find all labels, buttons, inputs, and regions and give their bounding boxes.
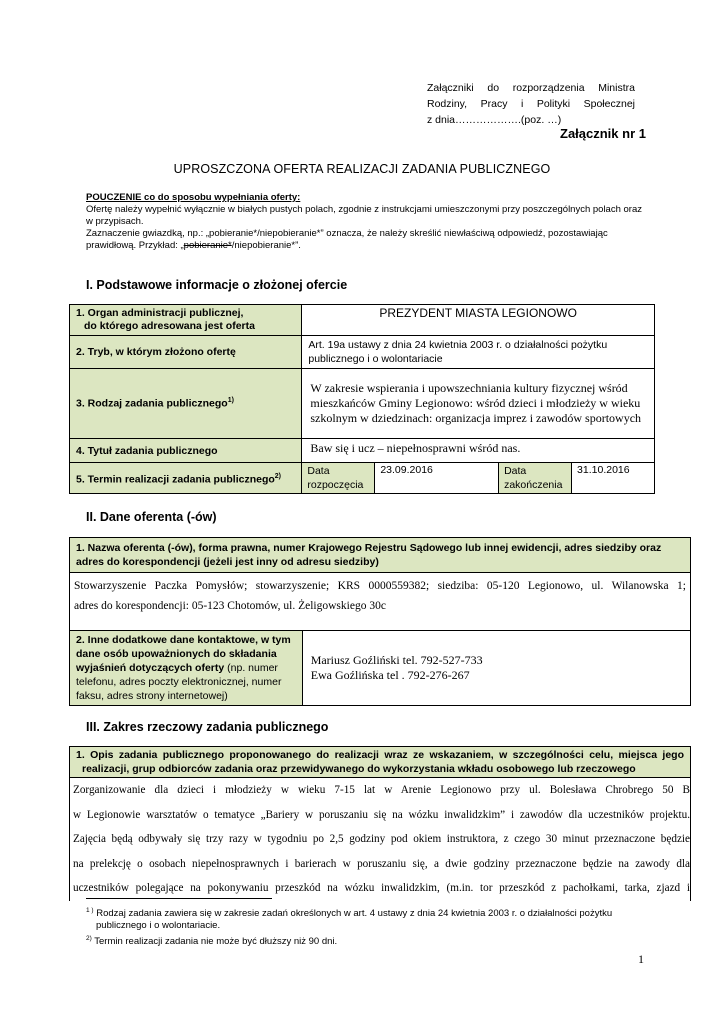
scope-label-cell bbox=[70, 747, 691, 778]
regulation-note-line: Rodziny, Pracy i Polityki Społecznej bbox=[427, 98, 635, 110]
offerer-name-value: Stowarzyszenie Paczka Pomysłów; stowarzyszenie; KRS 0000559382; siedziba: 05-120 Legionowo, ul. Wilanowska 1; bbox=[74, 580, 686, 592]
footnote-ref: 2) bbox=[274, 473, 282, 480]
instructions-heading: POUCZENIE co do sposobu wypełniania oferty: bbox=[86, 192, 301, 203]
offerer-name-value-cell[interactable] bbox=[70, 573, 691, 631]
start-date-cell[interactable] bbox=[375, 463, 499, 494]
contact-label-hint: (np. numer telefonu, adres poczty elektronicznej, numer faksu, adres strony internetowej) bbox=[76, 662, 282, 702]
org-label-cont: do którego adresowana jest oferta bbox=[84, 320, 255, 332]
regulation-note-line: z dnia……………….(poz. …) bbox=[427, 114, 562, 126]
term-label: 5. Termin realizacji zadania publicznego bbox=[76, 473, 275, 486]
term-label-cell bbox=[70, 463, 302, 494]
type-label-cell bbox=[70, 369, 302, 439]
footnote-1 bbox=[86, 905, 666, 932]
scope-label-cont: realizacji, grup odbiorców zadania oraz przewidywanego do wykorzystania wkładu osobowego lub rzeczowego bbox=[82, 763, 636, 775]
mode-value-cont: publicznego i o wolontariacie bbox=[308, 353, 443, 365]
offerer-name-label-cell bbox=[70, 538, 691, 573]
contact-value-cell[interactable] bbox=[302, 631, 690, 706]
annex-label: Załącznik nr 1 bbox=[560, 126, 646, 141]
contact-label-cell bbox=[70, 631, 303, 706]
footnote-mark: 2) bbox=[86, 935, 92, 942]
scope-value-line: Zajęcia będą odbywały się trzy razy w tygodniu po 2,5 godziny pod okiem instruktora, z czego 30 minut przeznaczone będzie bbox=[73, 833, 690, 845]
type-label: 3. Rodzaj zadania publicznego bbox=[76, 397, 228, 410]
page-number: 1 bbox=[638, 952, 644, 966]
type-value: W zakresie wspierania i upowszechniania kultury fizycznej wśród mieszkańców Gminy Legionowo: wśród dzieci i młodzieży w wieku szkolnym w dziedzinach: organizacja imprez i zawodów sportowych bbox=[310, 381, 642, 425]
instructions-line bbox=[86, 228, 648, 252]
start-label: Data bbox=[307, 465, 330, 477]
title-value-cell[interactable] bbox=[302, 439, 655, 463]
basic-info-table bbox=[69, 304, 655, 494]
task-title-label: 4. Tytuł zadania publicznego bbox=[76, 445, 218, 457]
contact-value: Ewa Goźlińska tel . 792-276-267 bbox=[310, 668, 470, 682]
footnote-mark: 1 ) bbox=[86, 907, 94, 914]
mode-label: 2. Tryb, w którym złożono ofertę bbox=[76, 346, 236, 358]
mode-label-cell bbox=[70, 336, 302, 369]
offerer-name-label: 1. Nazwa oferenta (-ów), forma prawna, numer Krajowego Rejestru Sądowego lub innej ewidencji, adres siedziby oraz adres do korespondencji (jeżeli jest inny od adresu siedziby) bbox=[76, 542, 662, 568]
end-label-cont: zakończenia bbox=[504, 479, 563, 491]
org-value: PREZYDENT MIASTA LEGIONOWO bbox=[379, 306, 577, 320]
regulation-note-line: Załączniki do rozporządzenia Ministra bbox=[427, 82, 635, 94]
instructions-text-end: /niepobieranie*”. bbox=[231, 240, 301, 251]
org-value-cell[interactable] bbox=[302, 305, 655, 336]
instructions bbox=[86, 192, 648, 252]
instructions-line: Ofertę należy wypełnić wyłącznie w białych pustych polach, zgodnie z instrukcjami umieszczonymi przy poszczególnych polach oraz w przypisach. bbox=[86, 204, 642, 227]
footnote-2 bbox=[86, 933, 666, 948]
scope-label: 1. Opis zadania publicznego proponowanego do realizacji wraz ze wskazaniem, w szczególności celu, miejsca jego bbox=[76, 749, 684, 761]
org-label-cell bbox=[70, 305, 302, 336]
org-label: 1. Organ administracji publicznej, bbox=[76, 307, 244, 319]
contact-label: 2. Inne dodatkowe dane kontaktowe, w tym dane osób upoważnionych do składania wyjaśnień dotyczących oferty bbox=[76, 634, 291, 674]
end-date: 31.10.2016 bbox=[577, 464, 630, 476]
type-value-cell[interactable] bbox=[302, 369, 655, 439]
end-label-cell bbox=[499, 463, 572, 494]
end-label: Data bbox=[504, 465, 527, 477]
footnote-text: Termin realizacji zadania nie może być dłuższy niż 90 dni. bbox=[94, 936, 338, 948]
task-title-value: Baw się i ucz – niepełnosprawni wśród nas. bbox=[310, 441, 521, 455]
scope-value-line: na prelekcję o osobach niepełnosprawnych i barierach w poruszaniu się, a dwie godziny przeznaczone będzie na zawody dla bbox=[73, 857, 690, 870]
scope-value-line: w Legionowie warsztatów o tematyce „Bariery w poruszaniu się na wózku inwalidzkim” i zawodów dla uczestników projektu. bbox=[73, 808, 690, 821]
document-title: UPROSZCZONA OFERTA REALIZACJI ZADANIA PUBLICZNEGO bbox=[173, 162, 551, 176]
footnote-divider bbox=[86, 898, 272, 899]
mode-value: Art. 19a ustawy z dnia 24 kwietnia 2003 r. o działalności pożytku bbox=[308, 339, 608, 351]
scope-value-line: uczestników polegające na pokonywaniu przeszkód na wózku inwalidzkim, (m.in. tor przeszkód z pachołkami, tarka, zjazd i bbox=[73, 882, 690, 894]
footnote-text: Rodzaj zadania zawiera się w zakresie zadań określonych w art. 4 ustawy z dnia 24 kwietnia 2003 r. o działalności pożytku bbox=[96, 908, 613, 920]
footnote-ref: 1) bbox=[227, 397, 234, 404]
scope-value-cell[interactable] bbox=[70, 778, 691, 901]
start-date: 23.09.2016 bbox=[380, 464, 433, 476]
section-2-heading: II. Dane oferenta (-ów) bbox=[86, 510, 217, 524]
section-3-heading: III. Zakres rzeczowy zadania publicznego bbox=[86, 720, 329, 734]
footnote-text-cont: publicznego i o wolontariacie. bbox=[96, 920, 221, 932]
scope-value-line: Zorganizowanie dla dzieci i młodzieży w wieku 7-15 lat w Arenie Legionowo przy ul. Bolesława Chrobrego 50 B bbox=[73, 784, 690, 796]
start-label-cont: rozpoczęcia bbox=[307, 479, 364, 491]
title-label-cell bbox=[70, 439, 302, 463]
struck-example: pobieranie* bbox=[183, 240, 232, 251]
offerer-address-value: adres do korespondencji: 05-123 Chotomów, ul. Żeligowskiego 30c bbox=[74, 600, 386, 612]
offerer-table bbox=[69, 537, 691, 706]
start-label-cell bbox=[302, 463, 375, 494]
scope-table bbox=[69, 746, 691, 901]
section-1-heading: I. Podstawowe informacje o złożonej ofercie bbox=[86, 278, 348, 292]
contact-value: Mariusz Goźliński tel. 792-527-733 bbox=[310, 653, 483, 667]
end-date-cell[interactable] bbox=[572, 463, 655, 494]
mode-value-cell[interactable] bbox=[302, 336, 655, 369]
regulation-note bbox=[427, 80, 635, 128]
instructions-text: Zaznaczenie gwiazdką, np.: „pobieranie*/niepobieranie*” oznacza, że należy skreślić niewłaściwą odpowiedź, pozostawiając prawidłową. Przykład: „ bbox=[86, 228, 608, 251]
